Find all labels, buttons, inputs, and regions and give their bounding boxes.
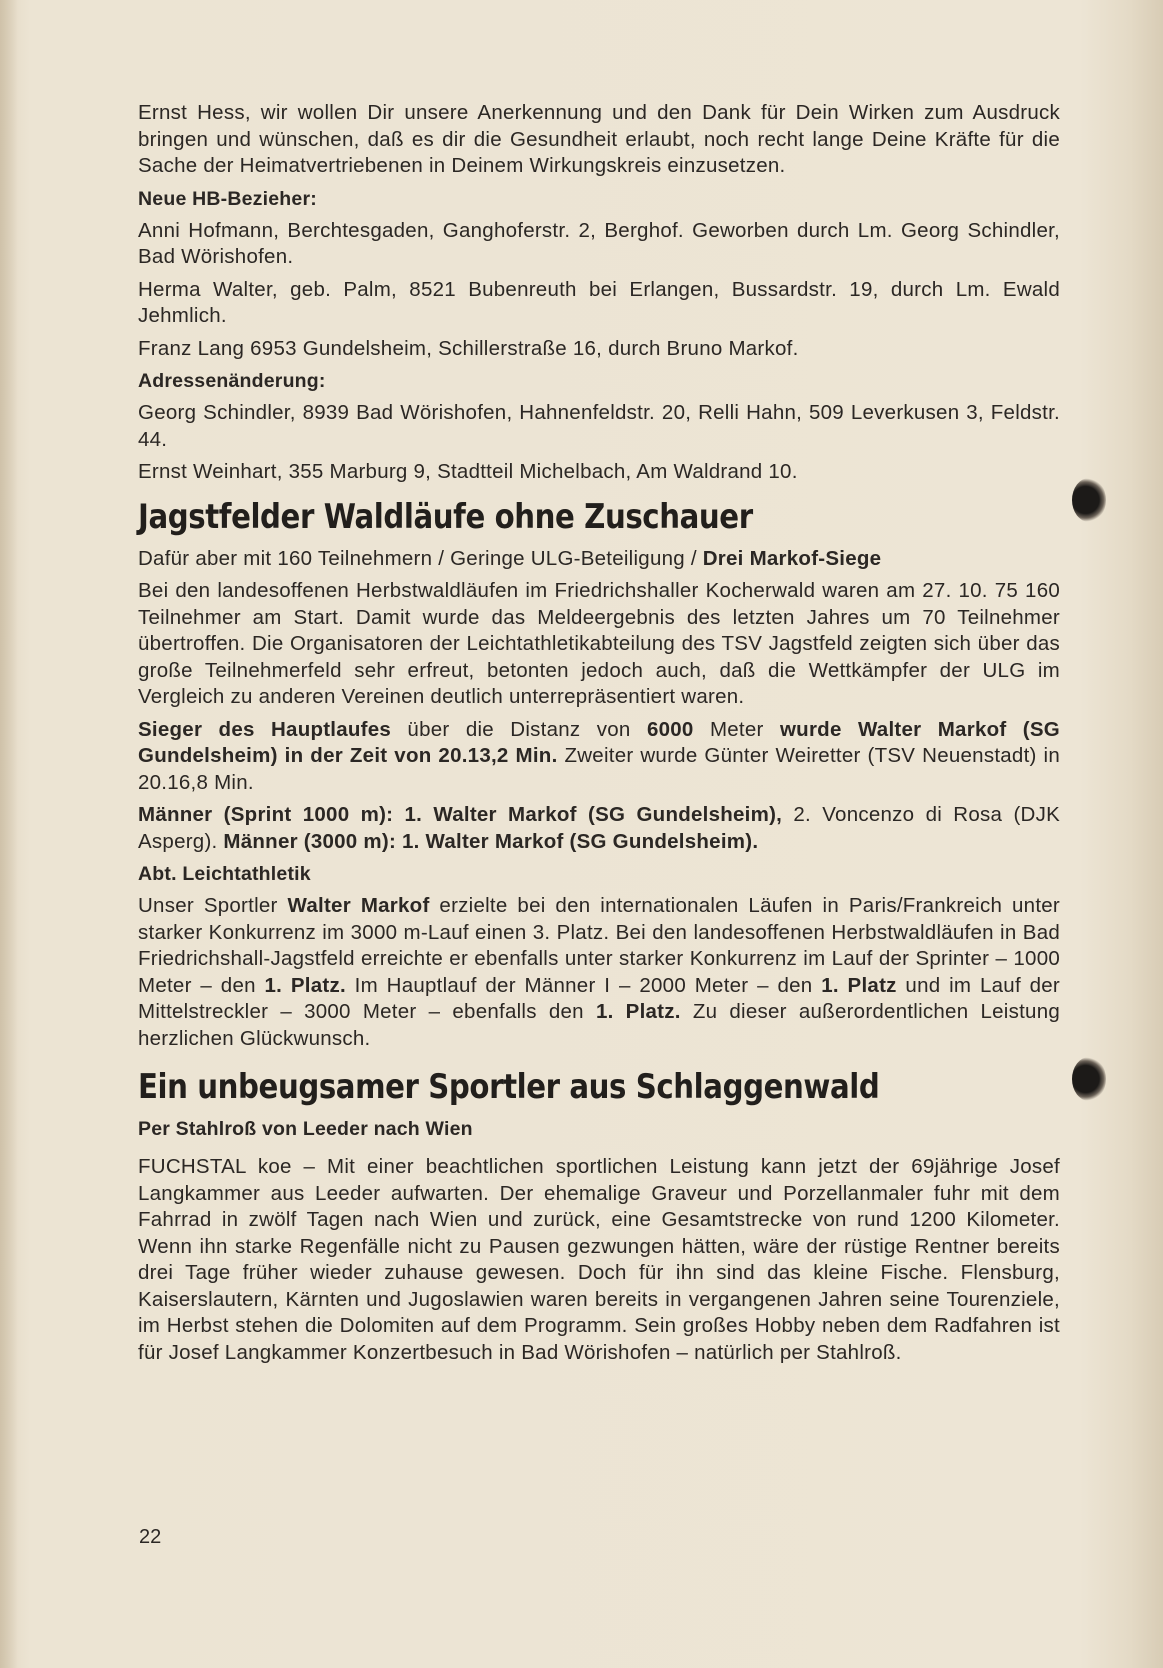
article2-title: Ein unbeugsamer Sportler aus Schlaggenwald	[138, 1067, 880, 1107]
text-run: 1. Platz.	[595, 1000, 681, 1023]
page-content	[138, 100, 1060, 1372]
intro-paragraph: Ernst Hess, wir wollen Dir unsere Anerkennung und den Dank für Dein Wirken zum Ausdruck bringen und wünschen, daß es dir die Gesundheit erlaubt, noch recht lange Deine Kräfte für die Sache der Heimatvertriebenen in Deinem Wirkungskreis einzusetzen.	[138, 101, 1060, 177]
new-subscribers-heading: Neue HB-Bezieher:	[138, 187, 317, 210]
text-run: Männer (3000 m): 1. Walter Markof (SG Gundelsheim).	[223, 829, 759, 853]
text-run: Männer (Sprint 1000 m): 1. Walter Markof (SG Gundelsheim),	[138, 803, 783, 826]
page-spine-shadow	[0, 0, 18, 1668]
text-run: über die Distanz von	[391, 717, 647, 741]
text-run: 6000	[646, 717, 694, 741]
text-run: Walter Markof	[287, 894, 430, 917]
subscriber-entry: Anni Hofmann, Berchtesgaden, Ganghoferstr. 2, Berghof. Geworben durch Lm. Georg Schindler, Bad Wörishofen.	[138, 218, 1060, 268]
page-number: 22	[139, 1526, 162, 1548]
text-run: 1. Platz	[821, 973, 897, 997]
article1-subtitle-plain: Dafür aber mit 160 Teilnehmern / Geringe ULG-Beteiligung /	[138, 546, 703, 570]
article1-paragraph-3	[138, 802, 1060, 855]
text-run: und im Lauf der Mittelstreckler – 3000 Meter – ebenfalls den	[138, 973, 1061, 1023]
address-entry: Georg Schindler, 8939 Bad Wörishofen, Hahnenfeldstr. 20, Relli Hahn, 509 Leverkusen 3, Feldstr. 44.	[138, 401, 1060, 451]
subscriber-entry: Franz Lang 6953 Gundelsheim, Schillerstraße 16, durch Bruno Markof.	[138, 336, 799, 360]
article1-subtitle	[138, 546, 1060, 573]
text-run: 1. Platz.	[264, 973, 346, 997]
text-run: Unser Sportler	[138, 894, 288, 917]
text-run: Zweiter wurde Günter Weiretter (TSV Neuenstadt) in 20.16,8 Min.	[138, 744, 1060, 794]
article2-paragraph-1: FUCHSTAL koe – Mit einer beachtlichen sportlichen Leistung kann jetzt der 69jährige Josef Langkammer aus Leeder aufwarten. Der ehemalige Graveur und Porzellanmaler fuhr mit dem Fahrrad in zwölf Tagen nach Wien und zurück, eine Gesamtstrecke von rund 1200 Kilometer. Wenn ihn starke Regenfälle nicht zu Pausen gezwungen hätten, wäre der rüstige Rentner bereits drei Tage früher wieder zuhause gewesen. Doch für ihn sind das kleine Fische. Flensburg, Kaiserslautern, Kärnten und Jugoslawien waren bereits in vergangenen Jahren seine Tourenziele, im Herbst stehen die Dolomiten auf dem Programm. Sein großes Hobby neben dem Radfahren ist für Josef Langkammer Konzertbesuch in Bad Wörishofen – natürlich per Stahlroß.	[138, 1155, 1060, 1364]
article1-subtitle-bold: Drei Markof-Siege	[702, 546, 882, 570]
article2-subtitle: Per Stahlroß von Leeder nach Wien	[138, 1118, 473, 1140]
article1-title: Jagstfelder Waldläufe ohne Zuschauer	[138, 496, 753, 537]
article1-paragraph-2	[138, 717, 1060, 797]
section-heading-athletics: Abt. Leichtathletik	[138, 863, 311, 885]
text-run: wurde Walter Markof (SG Gundelsheim) in der Zeit von 20.13,2 Min.	[138, 717, 1061, 767]
punch-hole-lower	[1072, 1057, 1106, 1101]
punch-hole-upper	[1072, 478, 1106, 522]
text-run: erzielte bei den internationalen Läufen in Paris/Frankreich unter starker Konkurrenz im 3000 m-Lauf einen 3. Platz. Bei den landesoffenen Herbstwaldläufen in Bad Friedrichshall-Jagstfeld erreichte er ebenfalls unter starker Konkurrenz im Lauf der Sprinter – 1000 Meter – den	[138, 894, 1060, 997]
text-run: Zu dieser außerordentlichen Leistung herzlichen Glückwunsch.	[138, 1000, 1061, 1050]
text-run: Im Hauptlauf der Männer I – 2000 Meter – den	[345, 973, 822, 997]
subscriber-entry: Herma Walter, geb. Palm, 8521 Bubenreuth bei Erlangen, Bussardstr. 19, durch Lm. Ewald Jehmlich.	[138, 277, 1060, 327]
text-run: 2. Voncenzo di Rosa (DJK Asperg).	[138, 803, 1060, 853]
article1-paragraph-1: Bei den landesoffenen Herbstwaldläufen im Friedrichshaller Kocherwald waren am 27. 10. 75 160 Teilnehmer am Start. Damit wurde das Meldeergebnis des letzten Jahres um 70 Teilnehmer übertroffen. Die Organisatoren der Leichtathletikabteilung des TSV Jagstfeld zeigten sich über das große Teilnehmerfeld sehr erfreut, betonten jedoch auch, daß die Wettkämpfer der ULG im Vergleich zu anderen Vereinen deutlich unterrepräsentiert waren.	[138, 579, 1060, 708]
text-run: Sieger des Hauptlaufes	[138, 717, 392, 741]
article1-paragraph-4	[138, 893, 1060, 1052]
text-run: Meter	[693, 717, 780, 741]
address-entry: Ernst Weinhart, 355 Marburg 9, Stadtteil Michelbach, Am Waldrand 10.	[138, 460, 798, 483]
address-change-heading: Adressenänderung:	[138, 370, 326, 392]
